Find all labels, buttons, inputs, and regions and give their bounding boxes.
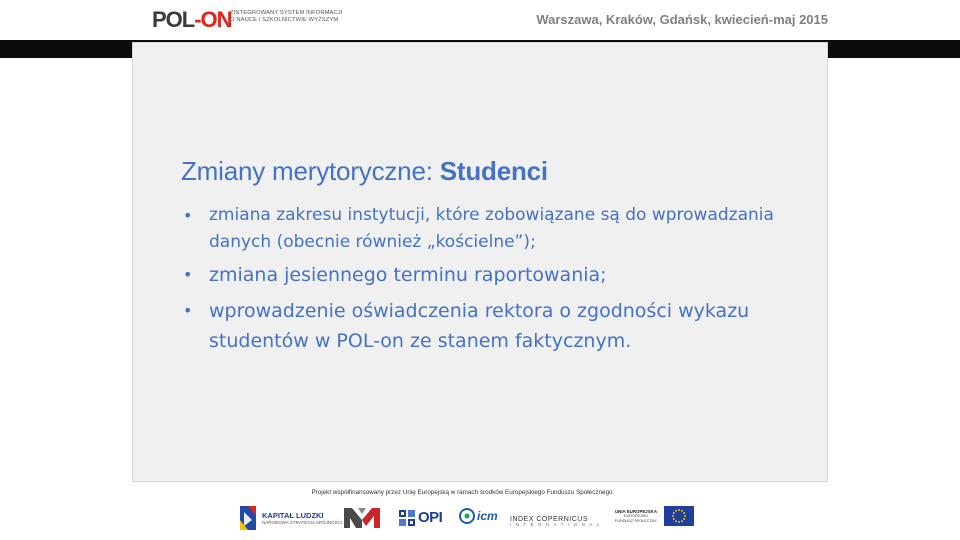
opi-text: OPI — [418, 509, 443, 526]
eu-flag-icon — [664, 506, 694, 526]
sponsor-text: Projekt współfinansowany przez Unię Europejską w ramach środków Europejskiego Funduszu Społecznego — [311, 489, 613, 496]
bullet-item: • wprowadzenie oświadczenia rektora o zgodności wykazu studentów w POL-on ze stanem faktycznym. — [181, 296, 821, 356]
index-copernicus-text: INDEX COPERNICUS — [510, 516, 589, 523]
logo-text-pol: POL — [152, 7, 195, 32]
kapital-ludzki-title: KAPITAŁ LUDZKI — [262, 510, 324, 520]
slide-title — [181, 156, 548, 187]
kapital-ludzki-logo — [240, 506, 342, 530]
index-copernicus-subtitle: INTERNATIONAL — [510, 522, 604, 527]
eu-subtitle-1: EUROPEJSKI — [623, 513, 649, 518]
icm-text: icm — [477, 509, 498, 523]
logo-tagline-line1: ZINTEGROWANY SYSTEM INFORMACJI — [230, 10, 343, 16]
bullet-list — [181, 202, 821, 356]
icm-logo — [459, 508, 498, 524]
slide-title-bold: Studenci — [439, 156, 548, 186]
slide-panel — [132, 42, 828, 482]
slide-title-regular: Zmiany merytoryczne: — [181, 156, 440, 186]
bullet-item: • zmiana jesiennego terminu raportowania; — [181, 260, 821, 290]
event-date: Warszawa, Kraków, Gdańsk, kwiecień-maj 2015 — [536, 12, 828, 27]
index-copernicus-logo — [510, 508, 604, 528]
logo-text-on: -ON — [194, 7, 232, 32]
header — [0, 0, 960, 40]
sponsor-footer — [154, 482, 770, 540]
logo-tagline — [230, 10, 350, 24]
ministry-logo — [344, 508, 380, 528]
logo-tagline-line2: O NAUCE I SZKOLNICTWIE WYŻSZYM — [230, 17, 339, 23]
opi-icon — [399, 510, 415, 526]
opi-logo — [399, 509, 442, 526]
icm-icon — [459, 508, 475, 524]
pol-on-logo — [152, 7, 232, 33]
eu-subtitle-2: FUNDUSZ SPOŁECZNY — [614, 518, 658, 523]
kapital-ludzki-icon — [240, 506, 256, 530]
eu-logo — [614, 506, 694, 526]
bullet-item: • zmiana zakresu instytucji, które zobowiązane są do wprowadzania danych (obecnie również „kościelne”); — [181, 202, 821, 256]
kapital-ludzki-subtitle: NARODOWA STRATEGIA SPÓJNOŚCI — [262, 519, 343, 525]
ministry-logo-icon — [344, 508, 380, 528]
eu-title: UNIA EUROPEJSKA — [614, 508, 658, 514]
